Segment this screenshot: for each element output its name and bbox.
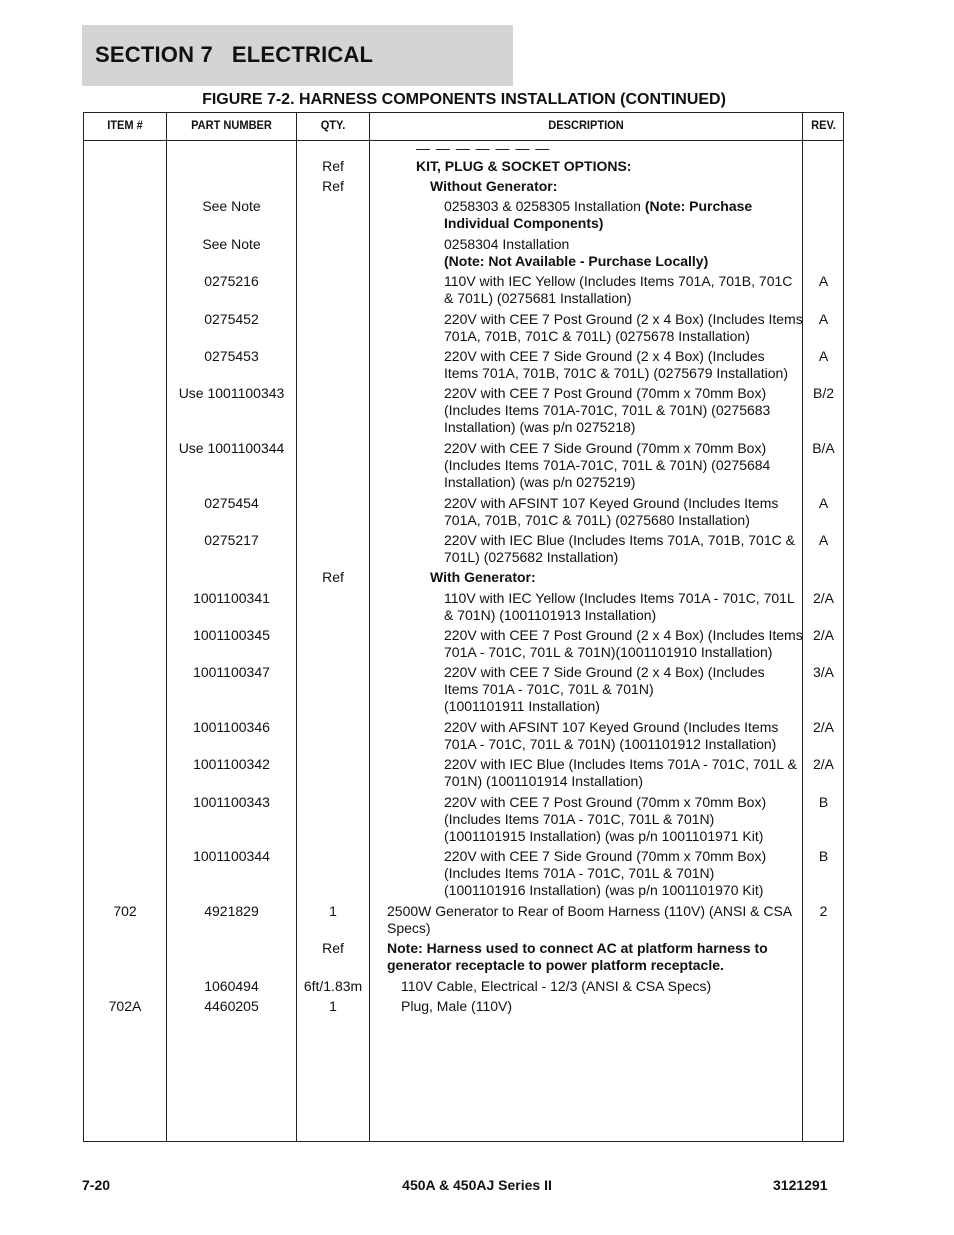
description-line: 701A - 701C, 701L & 701N) (1001101912 Installation) xyxy=(444,736,777,753)
rev-cell: B xyxy=(818,794,829,810)
qty-cell: 1 xyxy=(329,998,337,1014)
part-number-cell: 1001100341 xyxy=(193,590,270,606)
footer-model: 450A & 450AJ Series II xyxy=(402,1177,552,1193)
part-number-cell: 4921829 xyxy=(204,903,259,919)
description-cell xyxy=(444,273,874,307)
description-line: KIT, PLUG & SOCKET OPTIONS: xyxy=(416,158,632,174)
description-line: 220V with CEE 7 Side Ground (70mm x 70mm Box) xyxy=(444,440,767,456)
description-line: Installation) (was p/n 0275218) xyxy=(444,419,636,436)
description-cell xyxy=(444,756,874,790)
header-rev: REV. xyxy=(811,118,836,132)
rev-cell: A xyxy=(818,273,829,289)
header-description: DESCRIPTION xyxy=(548,118,624,132)
description-cell xyxy=(444,236,874,270)
description-line: (1001101911 Installation) xyxy=(444,698,600,715)
description-cell xyxy=(444,532,874,566)
part-number-cell: See Note xyxy=(202,236,261,252)
parts-table xyxy=(83,112,844,1142)
description-cell xyxy=(444,664,874,716)
description-line: & 701N) (1001101913 Installation) xyxy=(444,607,657,624)
qty-cell: 6ft/1.83m xyxy=(303,978,363,994)
description-line: Installation) (was p/n 0275219) xyxy=(444,474,636,491)
part-number-cell: 0275453 xyxy=(204,348,259,364)
part-number-cell: See Note xyxy=(202,198,261,214)
description-line: (Includes Items 701A - 701C, 701L & 701N) xyxy=(444,811,715,828)
separator-line: — — — — — — — xyxy=(416,140,551,156)
description-line: 220V with CEE 7 Side Ground (70mm x 70mm Box) xyxy=(444,848,767,864)
item-number-cell: 702 xyxy=(113,903,137,919)
description-line: With Generator: xyxy=(430,569,536,585)
rev-cell: 2/A xyxy=(812,719,834,735)
description-line: 220V with CEE 7 Post Ground (2 x 4 Box) (Includes Items xyxy=(444,627,803,643)
description-line: 220V with AFSINT 107 Keyed Ground (Includes Items xyxy=(444,719,779,735)
figure-title: FIGURE 7-2. HARNESS COMPONENTS INSTALLATION (CONTINUED) xyxy=(202,91,726,108)
footer-page-number: 7-20 xyxy=(82,1177,111,1193)
description-line: (Includes Items 701A - 701C, 701L & 701N) xyxy=(444,865,715,882)
description-cell xyxy=(430,569,860,586)
description-cell xyxy=(387,903,817,937)
header-qty: QTY. xyxy=(320,118,346,132)
description-line: (1001101916 Installation) (was p/n 1001101970 Kit) xyxy=(444,882,764,899)
description-cell xyxy=(444,385,874,437)
qty-cell: 1 xyxy=(329,903,337,919)
description-line: Note: Harness used to connect AC at platform harness to xyxy=(387,940,768,956)
rev-cell: 2/A xyxy=(812,756,834,772)
description-line: Items 701A, 701B, 701C & 701L) (0275679 Installation) xyxy=(444,365,788,382)
description-line: (Includes Items 701A-701C, 701L & 701N) (0275683 xyxy=(444,402,771,419)
description-line: 701A - 701C, 701L & 701N)(1001101910 Installation) xyxy=(444,644,773,661)
description-line: Plug, Male (110V) xyxy=(401,998,513,1014)
description-line: 110V with IEC Yellow (Includes Items 701A - 701C, 701L xyxy=(444,590,795,606)
part-number-cell: 0275454 xyxy=(204,495,259,511)
section-title: SECTION 7 ELECTRICAL xyxy=(95,42,374,67)
description-cell xyxy=(444,311,874,345)
description-cell xyxy=(444,590,874,624)
description-line xyxy=(444,198,804,232)
part-number-cell: 0275216 xyxy=(204,273,259,289)
part-number-cell: 0275452 xyxy=(204,311,259,327)
description-line: 701A, 701B, 701C & 701L) (0275678 Installation) xyxy=(444,328,750,345)
description-line: Specs) xyxy=(387,920,431,937)
description-line: 220V with AFSINT 107 Keyed Ground (Includes Items xyxy=(444,495,779,511)
description-cell xyxy=(416,158,846,175)
part-number-cell: 1001100347 xyxy=(193,664,270,680)
footer-doc-number: 3121291 xyxy=(773,1177,828,1193)
description-cell xyxy=(401,978,831,995)
column-divider xyxy=(369,113,370,1141)
description-line: 2500W Generator to Rear of Boom Harness (110V) (ANSI & CSA xyxy=(387,903,793,919)
rev-cell: A xyxy=(818,348,829,364)
description-cell xyxy=(430,178,860,195)
description-line: (Includes Items 701A-701C, 701L & 701N) (0275684 xyxy=(444,457,771,474)
description-line: generator receptacle to power platform receptacle. xyxy=(387,957,724,974)
part-number-cell: 4460205 xyxy=(204,998,259,1014)
rev-cell: 2/A xyxy=(812,590,834,606)
description-line: 701A, 701B, 701C & 701L) (0275680 Installation) xyxy=(444,512,750,529)
description-cell xyxy=(401,998,831,1015)
description-line: 220V with CEE 7 Side Ground (2 x 4 Box) (Includes xyxy=(444,664,765,680)
description-cell xyxy=(444,794,874,846)
description-text: 0258303 & 0258305 Installation xyxy=(444,198,645,214)
description-cell xyxy=(444,348,874,382)
description-line: 220V with IEC Blue (Includes Items 701A - 701C, 701L & xyxy=(444,756,797,772)
header-part-number: PART NUMBER xyxy=(191,118,272,132)
part-number-cell: 1001100344 xyxy=(193,848,270,864)
qty-cell: Ref xyxy=(322,178,344,194)
description-line: 220V with IEC Blue (Includes Items 701A, 701B, 701C & xyxy=(444,532,795,548)
rev-cell: B/2 xyxy=(812,385,834,401)
description-note: (Note: Purchase Individual Components) xyxy=(444,198,753,232)
description-cell xyxy=(444,719,874,753)
description-line: 110V Cable, Electrical - 12/3 (ANSI & CSA Specs) xyxy=(401,978,712,994)
description-line: 110V with IEC Yellow (Includes Items 701A, 701B, 701C xyxy=(444,273,793,289)
description-cell xyxy=(444,198,874,232)
rev-cell: 2/A xyxy=(812,627,834,643)
description-line: 220V with CEE 7 Side Ground (2 x 4 Box) (Includes xyxy=(444,348,765,364)
qty-cell: Ref xyxy=(322,940,344,956)
description-line: 220V with CEE 7 Post Ground (70mm x 70mm Box) xyxy=(444,794,767,810)
part-number-cell: 1001100346 xyxy=(193,719,270,735)
part-number-cell: 1001100343 xyxy=(193,794,270,810)
header-item: ITEM # xyxy=(107,118,143,132)
rev-cell: B/A xyxy=(812,440,835,456)
part-number-cell: 0275217 xyxy=(204,532,259,548)
part-number-cell: 1001100345 xyxy=(193,627,270,643)
part-number-cell: Use 1001100343 xyxy=(178,385,285,401)
item-number-cell: 702A xyxy=(108,998,142,1014)
rev-cell: A xyxy=(818,532,829,548)
description-line: 220V with CEE 7 Post Ground (2 x 4 Box) (Includes Items xyxy=(444,311,803,327)
description-note: (Note: Not Available - Purchase Locally) xyxy=(444,253,709,270)
rev-cell: B xyxy=(818,848,829,864)
part-number-cell: 1060494 xyxy=(204,978,259,994)
part-number-cell: 1001100342 xyxy=(193,756,270,772)
description-line: 220V with CEE 7 Post Ground (70mm x 70mm Box) xyxy=(444,385,767,401)
description-cell xyxy=(387,940,817,974)
description-cell xyxy=(444,627,874,661)
rev-cell: A xyxy=(818,311,829,327)
description-line: & 701L) (0275681 Installation) xyxy=(444,290,632,307)
description-cell xyxy=(444,848,874,900)
description-line: Items 701A - 701C, 701L & 701N) xyxy=(444,681,654,698)
rev-cell: A xyxy=(818,495,829,511)
part-number-cell: Use 1001100344 xyxy=(178,440,285,456)
rev-cell: 3/A xyxy=(812,664,834,680)
description-cell xyxy=(444,495,874,529)
description-line: 701N) (1001101914 Installation) xyxy=(444,773,643,790)
description-line xyxy=(444,253,874,270)
rev-cell: 2 xyxy=(819,903,828,919)
description-line: Without Generator: xyxy=(430,178,558,194)
description-line: 0258304 Installation xyxy=(444,236,570,252)
qty-cell: Ref xyxy=(322,569,344,585)
description-cell xyxy=(444,440,874,492)
description-line: 701L) (0275682 Installation) xyxy=(444,549,619,566)
qty-cell: Ref xyxy=(322,158,344,174)
description-line: (1001101915 Installation) (was p/n 1001101971 Kit) xyxy=(444,828,764,845)
